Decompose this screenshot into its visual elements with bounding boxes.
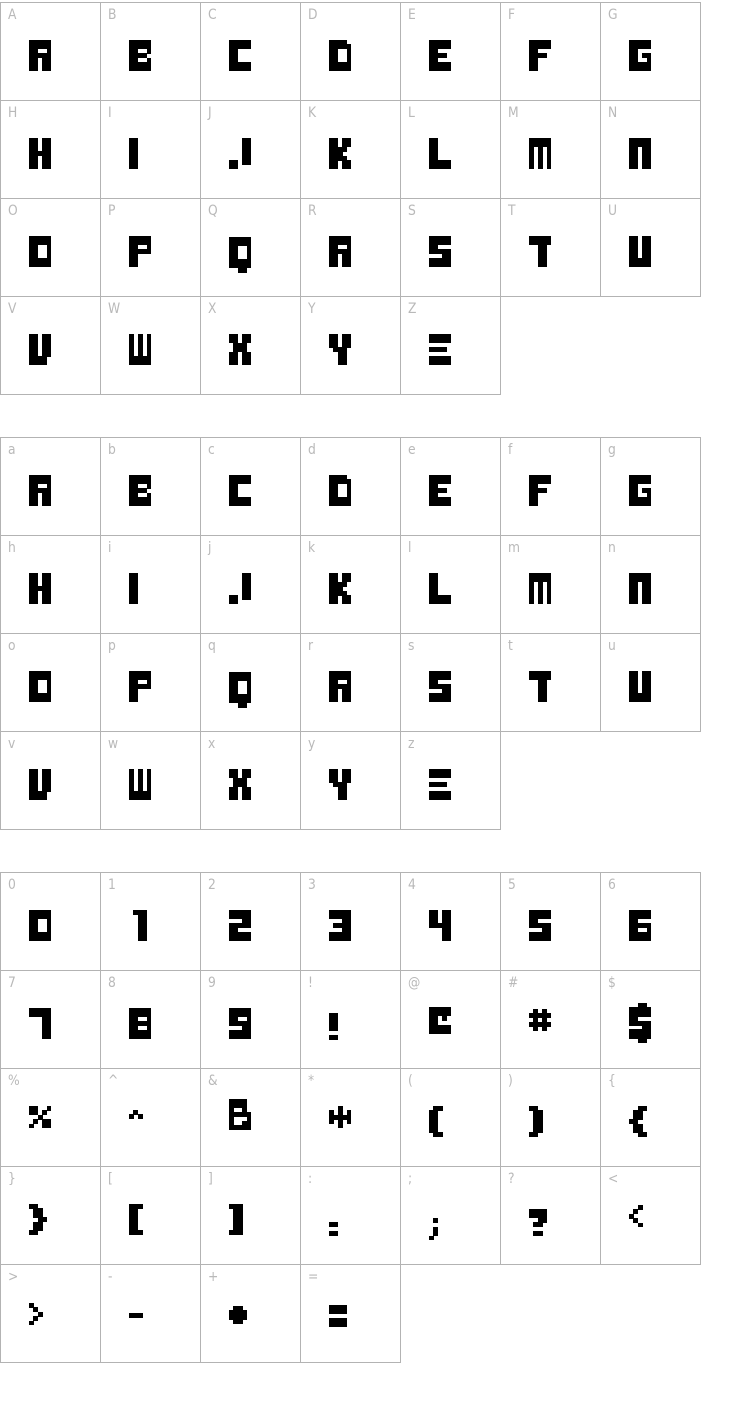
cell-label-i: I — [108, 105, 112, 121]
glyph-m — [529, 573, 551, 604]
glyph-a — [29, 40, 51, 71]
glyph-u — [629, 236, 651, 267]
char-cell-bracket-right — [201, 1167, 301, 1265]
char-cell-9 — [201, 971, 301, 1069]
cell-label-w: w — [108, 736, 119, 752]
cell-label-e: e — [408, 442, 416, 458]
glyph-p — [129, 236, 151, 267]
cell-label-at: @ — [408, 975, 421, 991]
char-cell-2 — [201, 873, 301, 971]
glyph-y — [329, 769, 351, 800]
char-cell-n — [601, 536, 701, 634]
glyph-2 — [229, 910, 251, 941]
cell-label-6: 6 — [608, 877, 616, 893]
char-cell-g — [601, 3, 701, 101]
char-cell-s — [401, 634, 501, 732]
glyph-f — [529, 40, 551, 71]
cell-label-2: 2 — [208, 877, 216, 893]
cell-label-ampersand: & — [208, 1073, 218, 1089]
glyph-n — [629, 138, 651, 169]
cell-label-a: A — [8, 7, 17, 23]
char-cell-caret — [101, 1069, 201, 1167]
cell-label-b: B — [108, 7, 117, 23]
char-cell-o — [1, 199, 101, 297]
char-cell-bracket-left — [101, 1167, 201, 1265]
glyph-m — [529, 138, 551, 169]
cell-label-0: 0 — [8, 877, 16, 893]
char-cell-d — [301, 3, 401, 101]
glyph-0 — [29, 910, 51, 941]
glyph-y — [329, 334, 351, 365]
char-cell-q — [201, 199, 301, 297]
cell-label-s: S — [408, 203, 416, 219]
char-cell-w — [101, 297, 201, 395]
cell-label-u: U — [608, 203, 618, 219]
char-cell-m — [501, 101, 601, 199]
glyph-d — [329, 475, 351, 506]
cell-label-w: W — [108, 301, 121, 317]
cell-label-colon: : — [308, 1171, 313, 1187]
glyph-w — [129, 334, 151, 365]
cell-label-r: R — [308, 203, 317, 219]
char-cell-6 — [601, 873, 701, 971]
cell-label-dollar: $ — [608, 975, 616, 991]
glyph-b — [129, 475, 151, 506]
char-cell-d — [301, 438, 401, 536]
char-cell-f — [501, 3, 601, 101]
char-cell-g — [601, 438, 701, 536]
cell-label-p: p — [108, 638, 116, 654]
char-cell-at — [401, 971, 501, 1069]
glyph-brace-left — [629, 1106, 647, 1137]
cell-label-y: Y — [308, 301, 316, 317]
glyph-plus — [229, 1306, 247, 1324]
cell-label-g: G — [608, 7, 618, 23]
char-cell-dollar — [601, 971, 701, 1069]
char-cell-t — [501, 199, 601, 297]
cell-label-p: P — [108, 203, 116, 219]
char-cell-7 — [1, 971, 101, 1069]
glyph-c — [229, 475, 251, 506]
char-cell-4 — [401, 873, 501, 971]
cell-label-u: u — [608, 638, 616, 654]
glyph-h — [29, 138, 51, 169]
cell-label-g: g — [608, 442, 616, 458]
glyph-6 — [629, 910, 651, 941]
cell-label-h: h — [8, 540, 16, 556]
char-cell-o — [1, 634, 101, 732]
cell-label-3: 3 — [308, 877, 316, 893]
glyph-c — [229, 40, 251, 71]
char-cell-f — [501, 438, 601, 536]
cell-label-x: X — [208, 301, 217, 317]
char-cell-5 — [501, 873, 601, 971]
glyph-b — [129, 40, 151, 71]
cell-label-a: a — [8, 442, 16, 458]
cell-label-n: N — [608, 105, 618, 121]
cell-label-8: 8 — [108, 975, 116, 991]
glyph-a — [29, 475, 51, 506]
glyph-g — [629, 40, 651, 71]
digits-symbols-row-3 — [1, 1069, 701, 1167]
char-cell-equals — [301, 1265, 401, 1363]
char-cell-k — [301, 536, 401, 634]
glyph-g — [629, 475, 651, 506]
uppercase-row-3 — [1, 199, 701, 297]
cell-label-q: Q — [208, 203, 218, 219]
glyph-x — [229, 769, 251, 800]
char-cell-r — [301, 634, 401, 732]
char-cell-paren-right — [501, 1069, 601, 1167]
char-cell-brace-right — [1, 1167, 101, 1265]
char-cell-3 — [301, 873, 401, 971]
glyph-n — [629, 573, 651, 604]
cell-label-j: j — [208, 540, 212, 556]
char-cell-question — [501, 1167, 601, 1265]
cell-label-less-than: < — [608, 1171, 619, 1187]
char-cell-u — [601, 634, 701, 732]
cell-label-b: b — [108, 442, 116, 458]
char-cell-j — [201, 536, 301, 634]
digits-symbols-table — [0, 872, 701, 1363]
cell-label-7: 7 — [8, 975, 16, 991]
char-cell-t — [501, 634, 601, 732]
glyph-dollar — [629, 1003, 651, 1043]
glyph-z — [429, 334, 451, 365]
glyph-j — [229, 573, 251, 604]
char-cell-colon — [301, 1167, 401, 1265]
cell-label-e: E — [408, 7, 416, 23]
lowercase-row-1 — [1, 438, 701, 536]
cell-label-hyphen: - — [108, 1269, 113, 1285]
char-cell-v — [1, 297, 101, 395]
char-cell-8 — [101, 971, 201, 1069]
char-cell-hyphen — [101, 1265, 201, 1363]
cell-label-z: z — [408, 736, 415, 752]
cell-label-exclam: ! — [308, 975, 313, 991]
lowercase-table — [0, 437, 701, 830]
glyph-e — [429, 475, 451, 506]
glyph-v — [29, 769, 51, 800]
char-cell-asterisk — [301, 1069, 401, 1167]
char-cell-p — [101, 634, 201, 732]
glyph-bracket-left — [129, 1204, 143, 1235]
cell-label-c: c — [208, 442, 215, 458]
glyph-5 — [529, 910, 551, 941]
glyph-greater-than — [29, 1303, 43, 1325]
char-cell-l — [401, 101, 501, 199]
char-cell-r — [301, 199, 401, 297]
char-cell-l — [401, 536, 501, 634]
glyph-i — [129, 573, 138, 604]
cell-label-i: i — [108, 540, 112, 556]
glyph-k — [329, 573, 351, 604]
glyph-r — [329, 236, 351, 267]
digits-symbols-row-1 — [1, 873, 701, 971]
char-cell-paren-left — [401, 1069, 501, 1167]
char-cell-v — [1, 732, 101, 830]
char-cell-p — [101, 199, 201, 297]
cell-label-t: t — [508, 638, 513, 654]
cell-label-y: y — [308, 736, 316, 752]
lowercase-row-3 — [1, 634, 701, 732]
glyph-9 — [229, 1008, 251, 1039]
glyph-h — [29, 573, 51, 604]
char-cell-percent — [1, 1069, 101, 1167]
char-cell-brace-left — [601, 1069, 701, 1167]
cell-label-hash: # — [508, 975, 519, 991]
glyph-q — [229, 672, 251, 708]
digits-symbols-row-4 — [1, 1167, 701, 1265]
glyph-w — [129, 769, 151, 800]
cell-label-d: d — [308, 442, 316, 458]
uppercase-row-1 — [1, 3, 701, 101]
char-cell-y — [301, 297, 401, 395]
uppercase-row-2 — [1, 101, 701, 199]
char-cell-c — [201, 3, 301, 101]
glyph-paren-left — [429, 1106, 443, 1137]
cell-label-z: Z — [408, 301, 417, 317]
char-cell-y — [301, 732, 401, 830]
char-cell-w — [101, 732, 201, 830]
glyph-at — [429, 1007, 451, 1034]
glyph-hash — [529, 1009, 551, 1031]
glyph-7 — [29, 1008, 51, 1039]
glyph-caret — [129, 1110, 143, 1119]
char-cell-j — [201, 101, 301, 199]
cell-label-o: o — [8, 638, 16, 654]
cell-label-1: 1 — [108, 877, 116, 893]
char-cell-b — [101, 438, 201, 536]
glyph-s — [429, 236, 451, 267]
char-cell-i — [101, 101, 201, 199]
char-cell-a — [1, 438, 101, 536]
glyph-4 — [429, 910, 451, 941]
cell-label-brace-left: { — [608, 1073, 616, 1089]
cell-label-4: 4 — [408, 877, 416, 893]
glyph-s — [429, 671, 451, 702]
glyph-t — [529, 236, 551, 267]
glyph-z — [429, 769, 451, 800]
glyph-paren-right — [529, 1106, 543, 1137]
cell-label-f: F — [508, 7, 516, 23]
char-cell-x — [201, 297, 301, 395]
cell-label-9: 9 — [208, 975, 216, 991]
glyph-l — [429, 138, 451, 169]
glyph-percent — [29, 1106, 51, 1128]
uppercase-row-4 — [1, 297, 701, 395]
lowercase-row-4 — [1, 732, 701, 830]
glyph-hyphen — [129, 1313, 143, 1318]
char-cell-k — [301, 101, 401, 199]
glyph-less-than — [629, 1205, 643, 1227]
char-cell-less-than — [601, 1167, 701, 1265]
char-cell-plus — [201, 1265, 301, 1363]
cell-label-l: l — [408, 540, 412, 556]
char-cell-semicolon — [401, 1167, 501, 1265]
glyph-j — [229, 138, 251, 169]
cell-label-bracket-left: [ — [108, 1171, 113, 1187]
glyph-l — [429, 573, 451, 604]
cell-label-greater-than: > — [8, 1269, 19, 1285]
glyph-f — [529, 475, 551, 506]
lowercase-row-2 — [1, 536, 701, 634]
char-cell-q — [201, 634, 301, 732]
cell-label-s: s — [408, 638, 415, 654]
cell-label-k: K — [308, 105, 317, 121]
glyph-8 — [129, 1008, 151, 1039]
char-cell-c — [201, 438, 301, 536]
glyph-o — [29, 671, 51, 702]
glyph-bracket-right — [229, 1204, 243, 1235]
char-cell-x — [201, 732, 301, 830]
digits-symbols-row-2 — [1, 971, 701, 1069]
cell-label-h: H — [8, 105, 18, 121]
glyph-k — [329, 138, 351, 169]
cell-label-l: L — [408, 105, 415, 121]
char-cell-i — [101, 536, 201, 634]
char-cell-b — [101, 3, 201, 101]
cell-label-brace-right: } — [8, 1171, 16, 1187]
char-cell-h — [1, 536, 101, 634]
cell-label-v: v — [8, 736, 16, 752]
cell-label-j: J — [208, 105, 212, 121]
char-cell-exclam — [301, 971, 401, 1069]
glyph-3 — [329, 910, 351, 941]
cell-label-k: k — [308, 540, 316, 556]
char-cell-e — [401, 438, 501, 536]
cell-label-plus: + — [208, 1269, 219, 1285]
glyph-r — [329, 671, 351, 702]
cell-label-o: O — [8, 203, 18, 219]
glyph-semicolon — [429, 1218, 438, 1240]
glyph-asterisk — [329, 1106, 351, 1128]
char-cell-a — [1, 3, 101, 101]
char-cell-n — [601, 101, 701, 199]
cell-label-d: D — [308, 7, 318, 23]
cell-label-caret: ^ — [108, 1073, 119, 1089]
char-cell-s — [401, 199, 501, 297]
cell-label-paren-left: ( — [408, 1073, 413, 1089]
glyph-question — [529, 1209, 547, 1236]
char-cell-z — [401, 297, 501, 395]
cell-label-percent: % — [8, 1073, 20, 1089]
cell-label-n: n — [608, 540, 616, 556]
glyph-1 — [129, 910, 151, 941]
cell-label-bracket-right: ] — [208, 1171, 213, 1187]
cell-label-equals: = — [308, 1269, 319, 1285]
cell-label-paren-right: ) — [508, 1073, 513, 1089]
cell-label-5: 5 — [508, 877, 516, 893]
char-cell-e — [401, 3, 501, 101]
char-cell-z — [401, 732, 501, 830]
glyph-q — [229, 237, 251, 273]
cell-label-m: M — [508, 105, 519, 121]
glyph-colon — [329, 1222, 338, 1236]
char-cell-ampersand — [201, 1069, 301, 1167]
digits-symbols-row-5 — [1, 1265, 701, 1363]
glyph-d — [329, 40, 351, 71]
cell-label-question: ? — [508, 1171, 515, 1187]
glyph-t — [529, 671, 551, 702]
char-cell-h — [1, 101, 101, 199]
glyph-v — [29, 334, 51, 365]
glyph-x — [229, 334, 251, 365]
glyph-i — [129, 138, 138, 169]
char-cell-m — [501, 536, 601, 634]
cell-label-m: m — [508, 540, 521, 556]
cell-label-q: q — [208, 638, 216, 654]
char-cell-1 — [101, 873, 201, 971]
glyph-p — [129, 671, 151, 702]
char-cell-u — [601, 199, 701, 297]
cell-label-t: T — [508, 203, 516, 219]
glyph-brace-right — [29, 1204, 47, 1235]
cell-label-r: r — [308, 638, 314, 654]
glyph-e — [429, 40, 451, 71]
cell-label-v: V — [8, 301, 17, 317]
cell-label-c: C — [208, 7, 217, 23]
char-cell-greater-than — [1, 1265, 101, 1363]
char-cell-hash — [501, 971, 601, 1069]
cell-label-asterisk: * — [308, 1073, 315, 1089]
cell-label-semicolon: ; — [408, 1171, 413, 1187]
glyph-o — [29, 236, 51, 267]
glyph-equals — [329, 1305, 347, 1327]
glyph-exclam — [329, 1013, 338, 1040]
cell-label-f: f — [508, 442, 513, 458]
glyph-ampersand — [229, 1099, 251, 1130]
cell-label-x: x — [208, 736, 216, 752]
glyph-u — [629, 671, 651, 702]
uppercase-table — [0, 2, 701, 395]
char-cell-0 — [1, 873, 101, 971]
